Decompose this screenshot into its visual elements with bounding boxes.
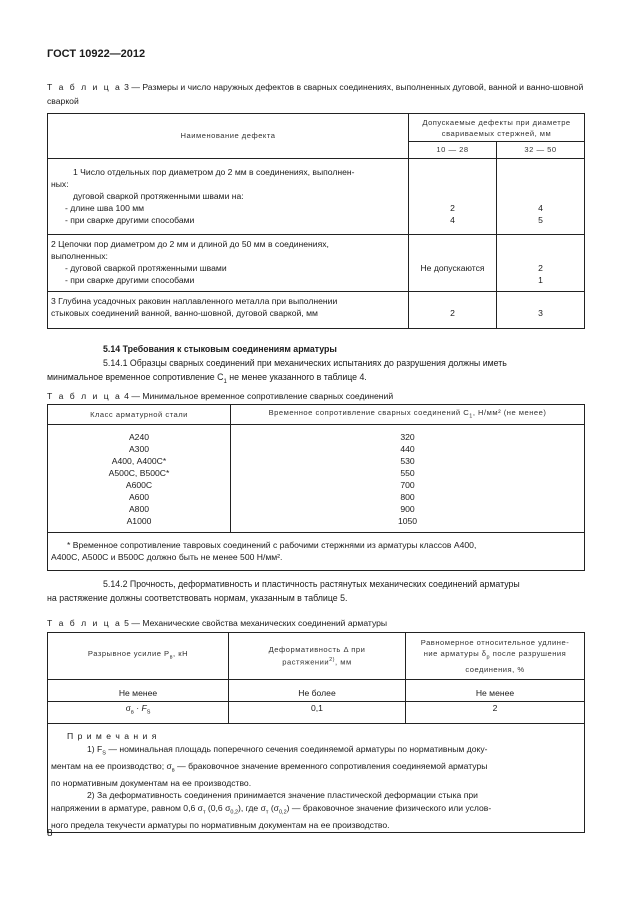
t3-r3-v2: 3 xyxy=(538,308,543,318)
page-number: 8 xyxy=(47,828,53,839)
n2-7: (σ xyxy=(268,802,279,813)
n2-1: напряжении в арматуре, равном 0,6 σ xyxy=(51,802,203,813)
table4-value-item: 800 xyxy=(400,492,415,502)
t5-r1-c1: Не менее xyxy=(48,680,229,702)
table5-notes xyxy=(48,724,585,833)
t5-fs: · F xyxy=(133,703,147,713)
n2-2: т xyxy=(202,809,206,816)
t5-r2-c2: 0,1 xyxy=(229,702,406,724)
n1-5: — браковочное значение временного сопротивления соединяемой арматуры xyxy=(174,760,488,771)
t5-h3-d: соединения, % xyxy=(465,664,525,674)
t5-h1-unit: , кН xyxy=(173,649,189,659)
table5-caption xyxy=(47,616,592,630)
p1-sub: 1 xyxy=(223,378,227,385)
t3-r1-l4: - длине шва 100 мм xyxy=(65,203,145,213)
t3-r2-l1: 2 Цепочки пор диаметром до 2 мм и длиной до 50 мм в соединениях, xyxy=(51,239,329,249)
t5-h3-b-text: ние арматуры δ xyxy=(423,649,487,659)
section-heading: 5.14 Требования к стыковым соединениям арматуры xyxy=(103,344,337,354)
t3-r2-l2: выполненных: xyxy=(51,251,108,261)
t3-r2-v2a: 2 xyxy=(538,263,543,273)
t5-h3-b xyxy=(409,648,581,664)
table3-caption xyxy=(47,80,592,108)
table4-value-item: 1050 xyxy=(397,516,418,526)
table4-class-item: А240 xyxy=(128,432,150,442)
table4-caption-text: 4 — Минимальное временное сопротивление сварных соединений xyxy=(121,391,394,401)
table4-class-item: А600С xyxy=(125,480,153,490)
t5-r2-c3: 2 xyxy=(406,702,585,724)
t5-h2-sup: 2) xyxy=(329,657,336,664)
table-row xyxy=(48,702,585,724)
t3-r1-l5: - при сварке другими способами xyxy=(65,215,195,225)
t5-sigma-sub: в xyxy=(130,709,134,716)
table4-class-item: А1000 xyxy=(126,516,152,526)
t3-r1-v2a: 4 xyxy=(538,203,543,213)
table3 xyxy=(47,113,585,329)
n1-3: ментам на ее производство; σ xyxy=(51,760,172,771)
t5-h2-b-text: растяжении xyxy=(282,657,330,667)
table4-value-item: 700 xyxy=(400,480,415,490)
t3-r2-l3: - дуговой сваркой протяженными швами xyxy=(65,263,227,273)
n1-0: 1) F xyxy=(87,743,103,754)
t3-r3-l2: стыковых соединений ванной, ванно-шовной, дуговой сваркой, мм xyxy=(51,308,318,318)
t3-r3-v1: 2 xyxy=(450,308,455,318)
table4-value-item: 900 xyxy=(400,504,415,514)
table4-classes xyxy=(48,425,231,533)
table-row xyxy=(48,292,585,329)
table3-caption-text: 3 — Размеры и число наружных дефектов в сварных соединениях, выполненных дуговой, ванной и ванно-шовной сваркой xyxy=(47,82,584,106)
t5-r1-c3: Не менее xyxy=(406,680,585,702)
table5-header-deform xyxy=(229,633,406,680)
table5-header-elongation xyxy=(406,633,585,680)
table4-header-class: Класс арматурной стали xyxy=(48,405,231,425)
note2-c: ного предела текучести арматуры по нормативным документам на ее производство. xyxy=(51,820,390,831)
t5-r1-c2: Не более xyxy=(229,680,406,702)
p2-line-b: на растяжение должны соответствовать нормам, указанным в таблице 5. xyxy=(47,593,348,603)
table-row xyxy=(48,159,585,235)
t3-r2-v2b: 1 xyxy=(538,275,543,285)
n2-6: т xyxy=(265,809,269,816)
t3-r3-l1: 3 Глубина усадочных раковин наплавленного металла при выполнении xyxy=(51,296,338,306)
t3-r2-v1a: Не допускаются xyxy=(420,263,485,273)
table3-header-d1: 10 — 28 xyxy=(409,142,497,159)
n1-4: в xyxy=(171,767,175,774)
table4-class-item: А300 xyxy=(128,444,150,454)
t5-fs-sub: S xyxy=(146,709,151,716)
table3-header-allowed: Допускаемые дефекты при диаметре свариваемых стержней, мм xyxy=(409,114,585,142)
n1-2: — номинальная площадь поперечного сечения соединяемой арматуры по нормативным доку- xyxy=(105,743,488,754)
table4 xyxy=(47,404,585,571)
t3-r1-v2b: 5 xyxy=(538,215,543,225)
t3-r1-l2: ных: xyxy=(51,179,69,189)
t3-r1-v1b: 4 xyxy=(450,215,455,225)
table4-value-item: 440 xyxy=(400,444,415,454)
p1-line-b xyxy=(47,370,587,389)
table4-value-item: 550 xyxy=(400,468,415,478)
note1-b xyxy=(51,760,581,777)
t5-h3-a: Равномерное относительное удлине- xyxy=(420,638,570,648)
note1-a xyxy=(51,743,581,760)
table4-class-item: А800 xyxy=(128,504,150,514)
table4-header-resistance xyxy=(231,405,585,425)
table4-value-item: 320 xyxy=(400,432,415,442)
standard-header: ГОСТ 10922—2012 xyxy=(47,48,146,60)
t5-h2-a: Деформативность Δ при xyxy=(268,645,366,655)
section-paragraph-1 xyxy=(47,356,587,389)
table4-values xyxy=(231,425,585,533)
t4-hdr-unit: , Н/мм² (не менее) xyxy=(472,407,547,417)
table4-value-item: 530 xyxy=(400,456,415,466)
table4-footnote xyxy=(48,533,585,571)
table4-class-item: А500С, В500С* xyxy=(108,468,170,478)
notes-title: П р и м е ч а н и я xyxy=(67,731,158,741)
t3-r1-v1a: 2 xyxy=(450,203,455,213)
section-paragraph-2 xyxy=(47,577,587,605)
table-row xyxy=(48,680,585,702)
t5-h1-text: Разрывное усилие P xyxy=(87,649,170,659)
t4-hdr-text: Временное сопротивление сварных соединений С xyxy=(268,407,470,417)
p1-line-a: 5.14.1 Образцы сварных соединений при механических испытаниях до разрушения должны иметь xyxy=(103,358,507,368)
n2-5: ), где σ xyxy=(238,802,266,813)
t5-h3-c: после разрушения xyxy=(490,649,567,659)
n2-9: ) — браковочное значение физического или услов- xyxy=(286,802,492,813)
table5-caption-text: 5 — Механические свойства механических соединений арматуры xyxy=(121,618,388,628)
table3-header-name: Наименование дефекта xyxy=(48,114,409,159)
n2-3: (0,6 σ xyxy=(205,802,231,813)
t5-sigma: σ xyxy=(125,703,131,713)
t5-r2-c1 xyxy=(48,702,229,724)
table4-caption xyxy=(47,389,592,403)
t5-h2-b xyxy=(232,655,402,668)
table3-header-d2: 32 — 50 xyxy=(497,142,585,159)
p1-text: минимальное временное сопротивление С xyxy=(47,372,224,382)
n2-8: 0,2 xyxy=(279,809,287,816)
t3-r1-l3: дуговой сваркой протяженными швами на: xyxy=(73,191,244,201)
t3-r2-l4: - при сварке другими способами xyxy=(65,275,195,285)
table5-caption-word: Т а б л и ц а xyxy=(47,618,122,628)
table4-class-item: А600 xyxy=(128,492,150,502)
p1-tail: не менее указанного в таблице 4. xyxy=(226,372,367,382)
table-row xyxy=(48,235,585,292)
t5-h3-sub: р xyxy=(486,654,491,661)
table5 xyxy=(47,632,585,833)
t4-footnote-a: * Временное сопротивление тавровых соединений с рабочими стержнями из арматуры классов А400, xyxy=(67,540,477,550)
table4-caption-word: Т а б л и ц а xyxy=(47,391,122,401)
note2-b xyxy=(51,802,581,819)
t5-h1-sub: в xyxy=(169,654,174,661)
p2-line-a: 5.14.2 Прочность, деформативность и пластичность растянутых механических соединений арматуры xyxy=(103,579,520,589)
t5-h2-c: , мм xyxy=(335,657,352,667)
t4-hdr-sub: 1 xyxy=(469,413,473,420)
t3-r1-l1: 1 Число отдельных пор диаметром до 2 мм в соединениях, выполнен- xyxy=(73,167,355,177)
table3-caption-word: Т а б л и ц а xyxy=(47,82,122,92)
table5-header-force xyxy=(48,633,229,680)
table4-class-item: А400, А400С* xyxy=(111,456,167,466)
n1-1: S xyxy=(102,750,106,757)
n2-4: 0,2 xyxy=(230,809,239,816)
note1-c: по нормативным документам на ее производство. xyxy=(51,777,252,788)
note2-a: 2) За деформативность соединения принимается значение пластической деформации стыка при xyxy=(87,790,478,801)
t4-footnote-b: А400С, А500С и В500С должно быть не менее 500 Н/мм². xyxy=(51,552,283,562)
